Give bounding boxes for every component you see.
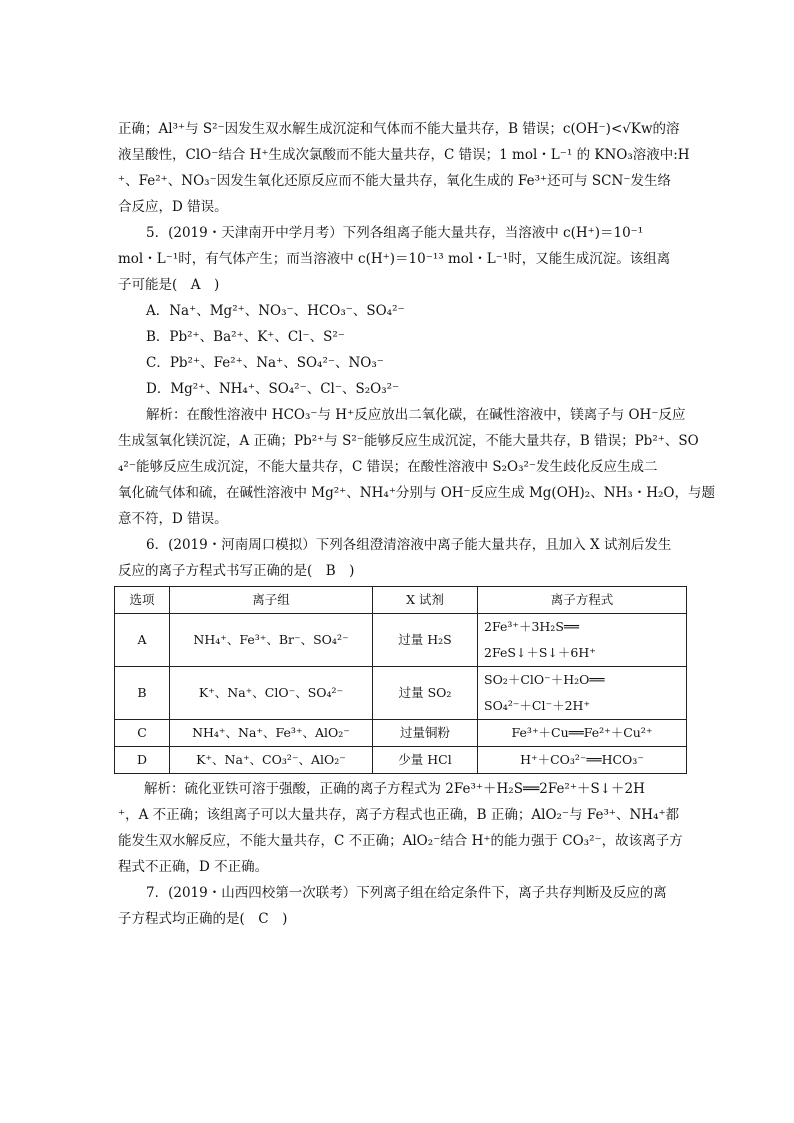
table-header: 离子方程式 [478, 587, 687, 614]
table-header: 选项 [115, 587, 170, 614]
question-stem: mol・L⁻¹时，有气体产生；而当溶液中 c(H⁺)＝10⁻¹³ mol・L⁻¹时，又能生成沉淀。该组离 [118, 251, 671, 267]
analysis-line: ⁺，A 不正确；该组离子可以大量共存，离子方程式也正确，B 正确；AlO₂⁻与 Fe³⁺、NH₄⁺都 [118, 807, 680, 823]
table-cell: A [115, 614, 170, 667]
equation-line: SO₄²⁻＋Cl⁻＋2H⁺ [484, 698, 591, 713]
table-cell: 过量 SO₂ [373, 667, 478, 720]
table-header: 离子组 [170, 587, 373, 614]
analysis-line: ₄²⁻能够反应生成沉淀，不能大量共存，C 错误；在酸性溶液中 S₂O₃²⁻发生歧化反应生成二 [118, 459, 658, 475]
text-line: 合反应，D 错误。 [118, 199, 228, 215]
question-7 [118, 880, 684, 932]
option-b: B．Pb²⁺、Ba²⁺、K⁺、Cl⁻、S²⁻ [146, 329, 345, 345]
table-row [115, 720, 687, 747]
analysis-line: 生成氢氧化镁沉淀，A 正确；Pb²⁺与 S²⁻能够反应生成沉淀，不能大量共存，B 错误；Pb²⁺、SO [118, 433, 699, 449]
analysis-line: 解析：在酸性溶液中 HCO₃⁻与 H⁺反应放出二氧化碳，在碱性溶液中，镁离子与 OH⁻反应 [146, 407, 686, 423]
option-c: C．Pb²⁺、Fe²⁺、Na⁺、SO₄²⁻、NO₃⁻ [146, 355, 384, 371]
option-d: D．Mg²⁺、NH₄⁺、SO₄²⁻、Cl⁻、S₂O₃²⁻ [146, 381, 400, 397]
question-stem: 子方程式均正确的是( C ) [118, 911, 288, 927]
question-stem: 7．(2019・山西四校第一次联考）下列离子组在给定条件下，离子共存判断及反应的离 [146, 885, 667, 901]
table-cell: D [115, 747, 170, 774]
table-cell: C [115, 720, 170, 747]
text-line: 液呈酸性，ClO⁻结合 H⁺生成次氯酸而不能大量共存，C 错误；1 mol・L⁻¹ 的 KNO₃溶液中:H [118, 147, 690, 163]
analysis-line: 氧化硫气体和硫，在碱性溶液中 Mg²⁺、NH₄⁺分别与 OH⁻反应生成 Mg(OH)₂、NH₃・H₂O，与题 [118, 485, 715, 501]
table-row [115, 747, 687, 774]
table-cell: NH₄⁺、Fe³⁺、Br⁻、SO₄²⁻ [170, 614, 373, 667]
table-cell: H⁺＋CO₃²⁻══HCO₃⁻ [478, 747, 687, 774]
table-cell: NH₄⁺、Na⁺、Fe³⁺、AlO₂⁻ [170, 720, 373, 747]
equation-line: 2FeS↓＋S↓＋6H⁺ [484, 645, 596, 660]
analysis-line: 意不符，D 错误。 [118, 511, 228, 527]
table-cell: 过量铜粉 [373, 720, 478, 747]
document-page [118, 116, 715, 932]
analysis-line: 解析：硫化亚铁可溶于强酸，正确的离子方程式为 2Fe³⁺＋H₂S══2Fe²⁺＋S↓＋2H [144, 781, 645, 797]
table-cell: Fe³⁺＋Cu══Fe²⁺＋Cu²⁺ [478, 720, 687, 747]
equation-line: 2Fe³⁺＋3H₂S══ [484, 619, 579, 634]
table-cell: 少量 HCl [373, 747, 478, 774]
table-row [115, 667, 687, 720]
text-line: 正确；Al³⁺与 S²⁻因发生双水解生成沉淀和气体而不能大量共存，B 错误；c(OH⁻)<√Kw的溶 [118, 121, 680, 137]
table-header: X 试剂 [373, 587, 478, 614]
question-5 [118, 220, 715, 532]
table-cell [478, 667, 687, 720]
question-stem: 5．(2019・天津南开中学月考）下列各组离子能大量共存，当溶液中 c(H⁺)＝10⁻¹ [146, 225, 644, 241]
table-cell: K⁺、Na⁺、CO₃²⁻、AlO₂⁻ [170, 747, 373, 774]
table-header-row [115, 587, 687, 614]
table-cell [478, 614, 687, 667]
analysis-line: 能发生双水解反应，不能大量共存，C 不正确；AlO₂⁻结合 H⁺的能力强于 CO₃²⁻，故该离子方 [118, 833, 683, 849]
option-a: A．Na⁺、Mg²⁺、NO₃⁻、HCO₃⁻、SO₄²⁻ [146, 303, 405, 319]
table-cell: K⁺、Na⁺、ClO⁻、SO₄²⁻ [170, 667, 373, 720]
text-line: ⁺、Fe²⁺、NO₃⁻因发生氧化还原反应而不能大量共存，氧化生成的 Fe³⁺还可与 SCN⁻发生络 [118, 173, 671, 189]
analysis-line: 程式不正确，D 不正确。 [118, 859, 269, 875]
question-stem: 子可能是( A ) [118, 277, 220, 293]
question-6 [118, 532, 684, 880]
equation-line: SO₂＋ClO⁻＋H₂O══ [484, 672, 605, 687]
ion-table [114, 586, 687, 774]
table-row [115, 614, 687, 667]
question-stem: 6．(2019・河南周口模拟）下列各组澄清溶液中离子能大量共存，且加入 X 试剂后发生 [146, 537, 672, 553]
question-stem: 反应的离子方程式书写正确的是( B ) [118, 563, 355, 579]
table-cell: B [115, 667, 170, 720]
previous-answer-text [118, 116, 690, 220]
table-cell: 过量 H₂S [373, 614, 478, 667]
